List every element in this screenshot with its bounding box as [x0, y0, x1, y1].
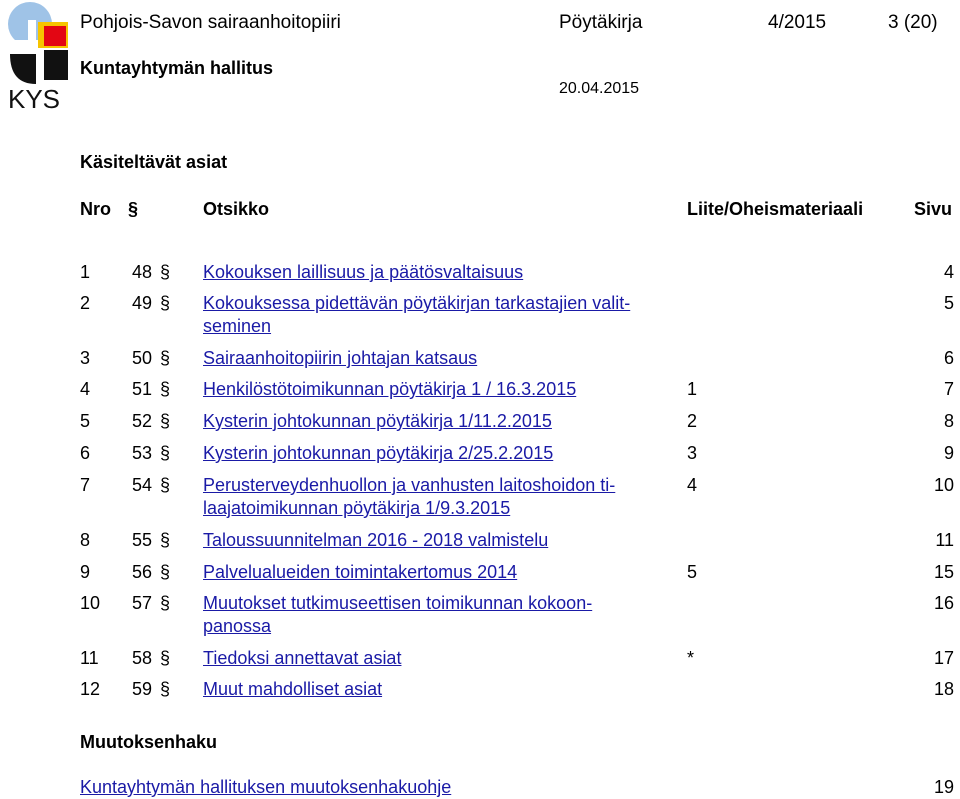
appeal-title: Muutoksenhaku [80, 732, 218, 752]
item-title-link[interactable]: Kokouksessa pidettävän pöytäkirjan tarkastajien valit- [203, 293, 631, 313]
item-paragraph-sign: § [160, 262, 171, 282]
item-section: 51 [132, 379, 153, 399]
logo-text: KYS [8, 84, 61, 112]
column-header-page: Sivu [914, 199, 953, 219]
item-section: 49 [132, 293, 153, 313]
item-number: 3 [80, 348, 91, 368]
item-page: 17 [933, 648, 954, 668]
item-page: 16 [933, 593, 954, 613]
item-title-link-continued[interactable]: seminen [203, 316, 272, 336]
item-page: 4 [943, 262, 954, 282]
item-number: 8 [80, 530, 91, 550]
item-section: 54 [132, 475, 153, 495]
item-paragraph-sign: § [160, 293, 171, 313]
section-title: Käsiteltävät asiat [80, 152, 228, 172]
kys-logo [4, 0, 74, 112]
item-attachment: 4 [687, 475, 698, 495]
item-attachment: 5 [687, 562, 698, 582]
item-paragraph-sign: § [160, 562, 171, 582]
item-section: 57 [132, 593, 153, 613]
item-section: 53 [132, 443, 153, 463]
appeal-instructions-link[interactable]: Kuntayhtymän hallituksen muutoksenhakuohje [80, 777, 452, 797]
item-title-link[interactable]: Kysterin johtokunnan pöytäkirja 2/25.2.2015 [203, 443, 554, 463]
item-section: 48 [132, 262, 153, 282]
item-page: 9 [943, 443, 954, 463]
column-header-attachment: Liite/Oheismateriaali [687, 199, 864, 219]
item-title-link[interactable]: Sairaanhoitopiirin johtajan katsaus [203, 348, 478, 368]
item-number: 11 [80, 648, 99, 668]
item-number: 12 [80, 679, 101, 699]
item-section: 55 [132, 530, 153, 550]
item-page: 11 [935, 530, 954, 550]
item-title-link-continued[interactable]: panossa [203, 616, 272, 636]
item-page: 5 [943, 293, 954, 313]
meeting-date: 20.04.2015 [559, 80, 640, 97]
column-header-paragraph: § [128, 199, 139, 219]
item-paragraph-sign: § [160, 593, 171, 613]
item-title-link[interactable]: Palvelualueiden toimintakertomus 2014 [203, 562, 518, 582]
item-section: 52 [132, 411, 153, 431]
column-header-title: Otsikko [203, 199, 270, 219]
item-title-link[interactable]: Tiedoksi annettavat asiat [203, 648, 402, 668]
kys-logo-mark [4, 0, 74, 112]
item-title-link[interactable]: Muutokset tutkimuseettisen toimikunnan kokoon- [203, 593, 593, 613]
document-number: 4/2015 [768, 12, 827, 33]
column-header-nro: Nro [80, 199, 111, 219]
organization-name: Pohjois-Savon sairaanhoitopiiri [80, 12, 341, 33]
item-title-link-continued[interactable]: laajatoimikunnan pöytäkirja 1/9.3.2015 [203, 498, 511, 518]
item-paragraph-sign: § [160, 530, 171, 550]
item-paragraph-sign: § [160, 443, 171, 463]
item-page: 10 [933, 475, 954, 495]
item-page: 7 [943, 379, 954, 399]
board-name: Kuntayhtymän hallitus [80, 58, 274, 78]
item-paragraph-sign: § [160, 411, 171, 431]
item-number: 4 [80, 379, 91, 399]
item-number: 1 [80, 262, 91, 282]
item-section: 59 [132, 679, 153, 699]
item-page: 6 [943, 348, 954, 368]
item-title-link[interactable]: Kokouksen laillisuus ja päätösvaltaisuus [203, 262, 524, 282]
item-title-link[interactable]: Muut mahdolliset asiat [203, 679, 383, 699]
item-section: 58 [132, 648, 153, 668]
item-number: 6 [80, 443, 91, 463]
item-number: 7 [80, 475, 91, 495]
item-attachment: * [687, 648, 695, 668]
item-paragraph-sign: § [160, 648, 171, 668]
appeal-page: 19 [933, 777, 954, 797]
item-title-link[interactable]: Taloussuunnitelman 2016 - 2018 valmistelu [203, 530, 549, 550]
item-page: 8 [943, 411, 954, 431]
item-page: 18 [933, 679, 954, 699]
item-attachment: 3 [687, 443, 698, 463]
item-number: 10 [80, 593, 101, 613]
item-page: 15 [933, 562, 954, 582]
item-section: 56 [132, 562, 153, 582]
page-number: 3 (20) [888, 12, 938, 33]
item-paragraph-sign: § [160, 379, 171, 399]
item-attachment: 1 [687, 379, 698, 399]
document-type: Pöytäkirja [559, 12, 643, 33]
item-number: 9 [80, 562, 91, 582]
item-number: 5 [80, 411, 91, 431]
item-section: 50 [132, 348, 153, 368]
item-paragraph-sign: § [160, 679, 171, 699]
item-number: 2 [80, 293, 91, 313]
item-title-link[interactable]: Kysterin johtokunnan pöytäkirja 1/11.2.2015 [203, 411, 552, 431]
item-title-link[interactable]: Perusterveydenhuollon ja vanhusten laitoshoidon ti- [203, 475, 616, 495]
item-title-link[interactable]: Henkilöstötoimikunnan pöytäkirja 1 / 16.3.2015 [203, 379, 577, 399]
item-attachment: 2 [687, 411, 698, 431]
item-paragraph-sign: § [160, 475, 171, 495]
item-paragraph-sign: § [160, 348, 171, 368]
